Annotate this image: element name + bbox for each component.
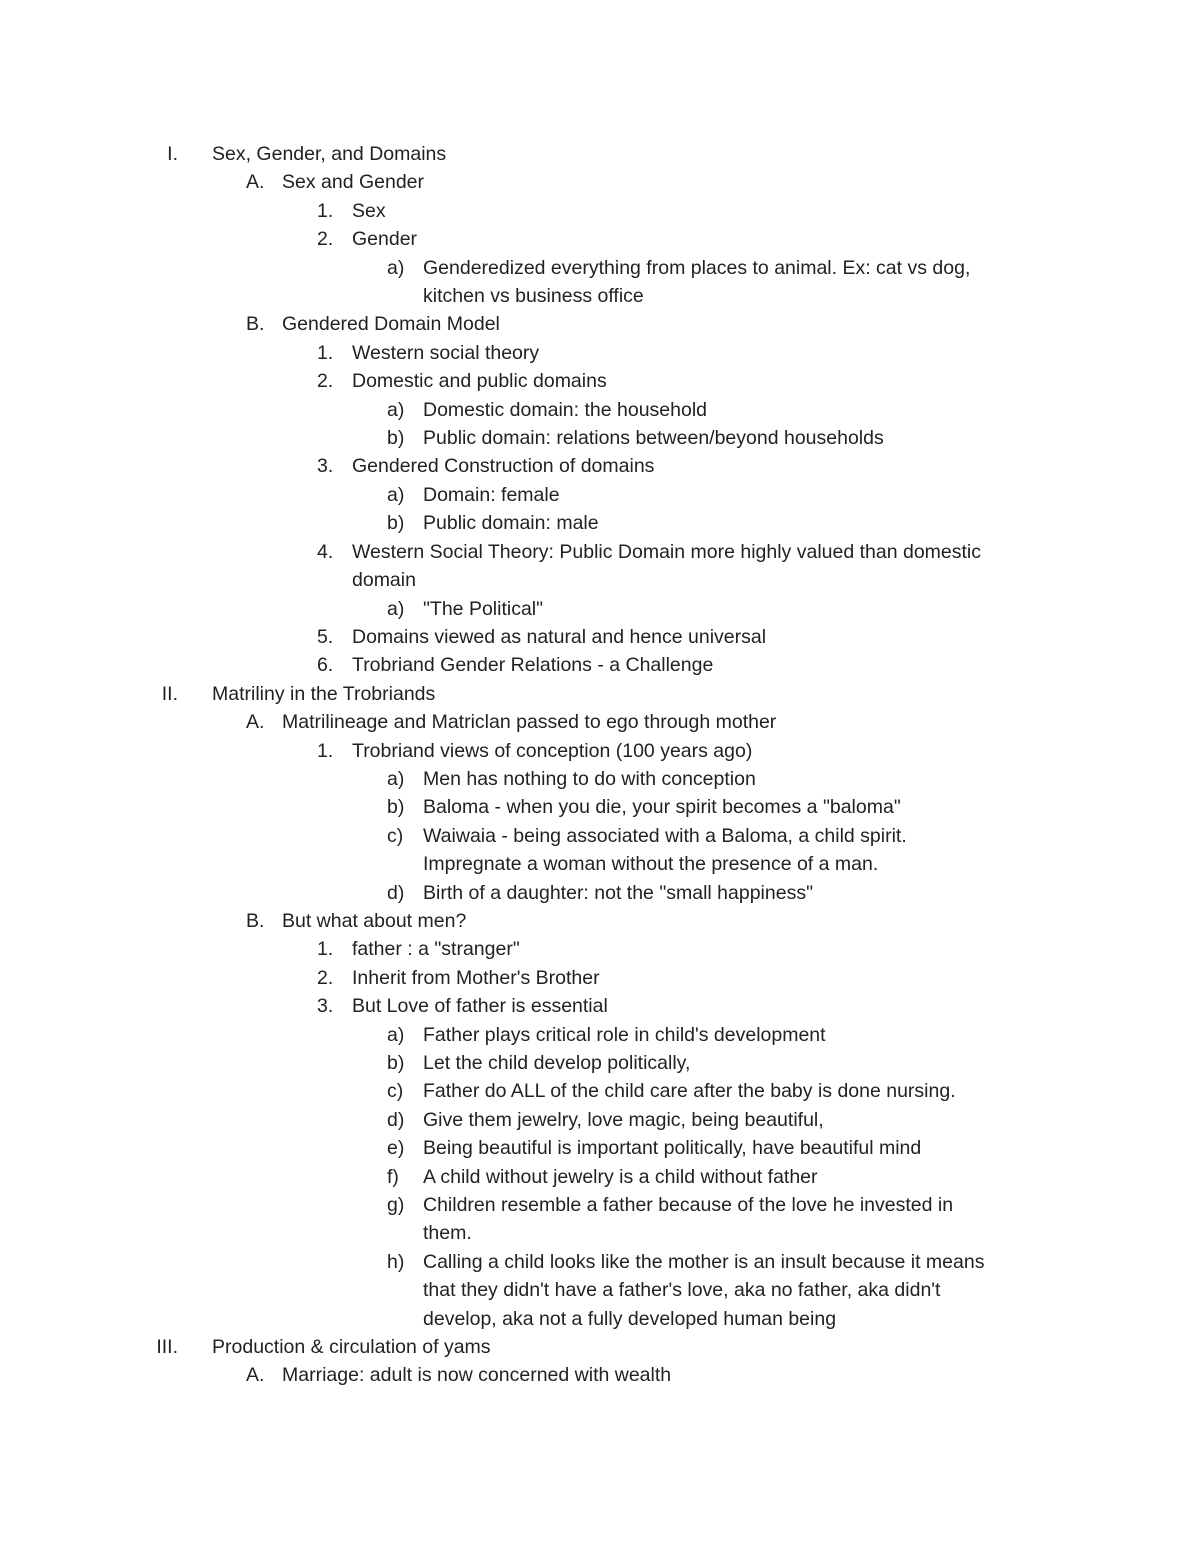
outline-text: them. (423, 1222, 472, 1245)
outline-subsection-row (0, 1361, 1200, 1389)
outline-marker: g) (387, 1194, 405, 1217)
outline-subitem-row (0, 1191, 1200, 1219)
outline-text: Baloma - when you die, your spirit becomes a "baloma" (423, 796, 901, 819)
outline-subitem-row (0, 765, 1200, 793)
outline-text: "The Political" (423, 597, 544, 620)
outline-text: Father plays critical role in child's development (423, 1023, 826, 1046)
outline-text: Sex and Gender (282, 171, 425, 194)
outline-text: Gender (352, 228, 418, 251)
outline-item-row (0, 651, 1200, 679)
outline-text: Sex, Gender, and Domains (212, 143, 447, 165)
outline-marker: 3. (317, 455, 334, 478)
outline-marker: 2. (317, 966, 334, 989)
outline-text: kitchen vs business office (423, 285, 644, 308)
outline-text: Birth of a daughter: not the "small happiness" (423, 881, 813, 904)
outline-marker: d) (387, 1108, 405, 1131)
outline-marker: b) (387, 796, 405, 819)
outline-subitem-row (0, 1021, 1200, 1049)
outline-text: Domains viewed as natural and hence universal (352, 625, 767, 648)
outline-marker: a) (387, 483, 405, 506)
outline-text: Children resemble a father because of the love he invested in (423, 1194, 954, 1217)
outline-item-row (0, 935, 1200, 963)
outline-subitem-row (0, 1134, 1200, 1162)
outline-subitem-row (0, 424, 1200, 452)
outline-marker: B. (246, 313, 265, 336)
outline-text: Matrilineage and Matriclan passed to ego through mother (282, 711, 777, 734)
outline-item-row (0, 452, 1200, 480)
outline-text: Men has nothing to do with conception (423, 767, 756, 790)
outline-text: Matriliny in the Trobriands (212, 682, 436, 705)
outline-item-row (0, 339, 1200, 367)
outline-marker: b) (387, 1052, 405, 1074)
outline-text: Let the child develop politically, (423, 1052, 691, 1074)
outline-subitem-row (0, 1248, 1200, 1276)
outline-marker: a) (387, 256, 405, 279)
outline-marker: 1. (317, 199, 334, 222)
outline-marker: a) (387, 767, 405, 790)
outline-marker: 2. (317, 228, 334, 251)
outline-text: Father do ALL of the child care after the baby is done nursing. (423, 1080, 956, 1103)
outline-text: Public domain: male (423, 512, 599, 535)
outline-section-row (0, 680, 1200, 708)
outline-marker: I. (167, 143, 178, 165)
outline-text: Being beautiful is important politically, have beautiful mind (423, 1137, 922, 1160)
outline-text: father : a "stranger" (352, 938, 520, 961)
outline-item-row (0, 538, 1200, 566)
outline-marker: a) (387, 398, 405, 421)
outline-item-row (0, 964, 1200, 992)
outline-text: Calling a child looks like the mother is an insult because it means (423, 1250, 985, 1273)
outline-text: Sex (352, 199, 386, 222)
outline-marker: 1. (317, 341, 334, 364)
outline-item-row (0, 197, 1200, 225)
outline-marker: 3. (317, 995, 334, 1018)
outline-item-row (0, 566, 1200, 594)
outline-text: Domestic domain: the household (423, 398, 707, 421)
outline-subsection-row (0, 907, 1200, 935)
outline-text: that they didn't have a father's love, aka no father, aka didn't (423, 1279, 941, 1302)
outline-text: Marriage: adult is now concerned with wealth (282, 1364, 672, 1387)
outline-marker: a) (387, 1023, 405, 1046)
outline-subitem-row (0, 1106, 1200, 1134)
outline-text: Inherit from Mother's Brother (352, 966, 600, 989)
outline-subitem-row (0, 1276, 1200, 1304)
outline-marker: h) (387, 1250, 405, 1273)
outline-marker: 1. (317, 739, 334, 762)
outline-subitem-row (0, 481, 1200, 509)
outline-marker: A. (246, 1364, 265, 1387)
outline-subitem-row (0, 1049, 1200, 1077)
outline-item-row (0, 225, 1200, 253)
outline-subitem-row (0, 254, 1200, 282)
outline-text: Give them jewelry, love magic, being beautiful, (423, 1108, 824, 1131)
outline-marker: b) (387, 427, 405, 450)
outline-text: develop, aka not a fully developed human being (423, 1307, 837, 1330)
outline-item-row (0, 992, 1200, 1020)
outline-text: Gendered Construction of domains (352, 455, 655, 478)
outline-subitem-row (0, 850, 1200, 878)
outline-text: Domain: female (423, 483, 560, 506)
outline-marker: A. (246, 711, 265, 734)
outline-text: A child without jewelry is a child without father (423, 1165, 818, 1188)
outline-marker: 6. (317, 654, 334, 677)
outline-text: But what about men? (282, 909, 467, 932)
outline-marker: a) (387, 597, 405, 620)
outline-marker: II. (161, 682, 178, 705)
outline-marker: b) (387, 512, 405, 535)
outline-marker: III. (156, 1336, 178, 1359)
outline-subsection-row (0, 708, 1200, 736)
outline-marker: 1. (317, 938, 334, 961)
outline-subitem-row (0, 595, 1200, 623)
outline-section-row (0, 140, 1200, 168)
outline-text: Public domain: relations between/beyond households (423, 427, 884, 450)
outline-item-row (0, 737, 1200, 765)
outline-text: Trobriand views of conception (100 years ago) (352, 739, 753, 762)
outline-text: Trobriand Gender Relations - a Challenge (352, 654, 714, 677)
outline-text: Gendered Domain Model (282, 313, 500, 336)
outline-subitem-row (0, 793, 1200, 821)
outline-subitem-row (0, 1163, 1200, 1191)
outline-text: Western Social Theory: Public Domain more highly valued than domestic (352, 540, 981, 563)
outline (0, 140, 1200, 1390)
outline-text: Domestic and public domains (352, 370, 607, 393)
outline-subitem-row (0, 879, 1200, 907)
outline-subitem-row (0, 822, 1200, 850)
outline-marker: 2. (317, 370, 334, 393)
outline-marker: c) (387, 1080, 404, 1103)
outline-text: Genderedized everything from places to animal. Ex: cat vs dog, (423, 256, 971, 279)
outline-subitem-row (0, 396, 1200, 424)
outline-marker: A. (246, 171, 265, 194)
outline-subsection-row (0, 310, 1200, 338)
outline-subitem-row (0, 509, 1200, 537)
outline-section-row (0, 1333, 1200, 1361)
outline-subitem-row (0, 1305, 1200, 1333)
outline-text: Western social theory (352, 341, 540, 364)
outline-subitem-row (0, 1077, 1200, 1105)
outline-subitem-row (0, 282, 1200, 310)
outline-marker: e) (387, 1137, 405, 1160)
outline-text: domain (352, 569, 416, 592)
outline-text: But Love of father is essential (352, 995, 608, 1018)
outline-marker: 4. (317, 540, 334, 563)
outline-text: Waiwaia - being associated with a Baloma, a child spirit. (423, 824, 907, 847)
outline-marker: B. (246, 909, 265, 932)
outline-marker: f) (387, 1165, 399, 1188)
outline-marker: d) (387, 881, 405, 904)
outline-text: Impregnate a woman without the presence of a man. (423, 853, 879, 876)
outline-item-row (0, 623, 1200, 651)
outline-subsection-row (0, 168, 1200, 196)
outline-text: Production & circulation of yams (212, 1336, 491, 1359)
outline-marker: 5. (317, 625, 334, 648)
outline-item-row (0, 367, 1200, 395)
outline-marker: c) (387, 824, 404, 847)
outline-subitem-row (0, 1219, 1200, 1247)
